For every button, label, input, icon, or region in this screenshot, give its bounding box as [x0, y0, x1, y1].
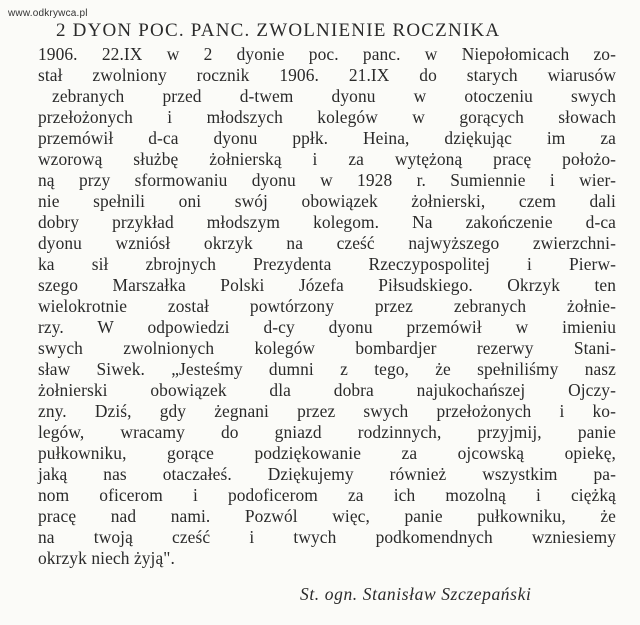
text-line: stał zwolniony rocznik 1906. 21.IX do starych wiarusów — [38, 65, 616, 85]
text-line: okrzyk niech żyją". — [38, 548, 175, 568]
text-line: szego Marszałka Polski Józefa Piłsudskiego. Okrzyk ten — [38, 275, 616, 295]
text-line: przełożonych i młodszych kolegów w gorących słowach — [38, 107, 616, 127]
text-line: pracę nad nami. Pozwól więc, panie pułkowniku, że — [38, 506, 616, 526]
text-line: na twoją cześć i twych podkomendnych wzniesiemy — [38, 527, 616, 547]
text-line: zny. Dziś, gdy żegnani przez swych przełożonych i ko- — [38, 401, 616, 421]
text-line: żołnierski obowiązek dla dobra najukochańszej Ojczy- — [38, 380, 616, 400]
watermark: www.odkrywca.pl — [8, 8, 88, 19]
text-line: nie spełnili oni swój obowiązek żołnierski, czem dali — [38, 191, 616, 211]
text-line: przemówił d-ca dyonu ppłk. Heina, dziękując im za — [38, 128, 616, 148]
text-line: wielokrotnie został powtórzony przez zebranych żołnie- — [38, 296, 616, 316]
text-line: wzorową służbę żołnierską i za wytężoną pracę położo- — [38, 149, 616, 169]
text-line: swych zwolnionych kolegów bombardjer rezerwy Stani- — [38, 338, 616, 358]
article-heading: 2 DYON POC. PANC. ZWOLNIENIE ROCZNIKA — [56, 20, 501, 41]
text-line: pułkowniku, gorące podziękowanie za ojcowską opiekę, — [38, 443, 616, 463]
text-line: nom oficerom i podoficerom za ich mozolną i ciężką — [38, 485, 616, 505]
text-line: zebranych przed d-twem dyonu w otoczeniu swych — [52, 86, 616, 106]
text-line: ka sił zbrojnych Prezydenta Rzeczypospolitej i Pierw- — [38, 254, 616, 274]
text-line: legów, wracamy do gniazd rodzinnych, przyjmij, panie — [38, 422, 616, 442]
text-line: ną przy sformowaniu dyonu w 1928 r. Sumiennie i wier- — [38, 170, 616, 190]
text-line: rzy. W odpowiedzi d-cy dyonu przemówił w imieniu — [38, 317, 616, 337]
text-line: sław Siwek. „Jesteśmy dumni z tego, że spełniliśmy nasz — [38, 359, 616, 379]
text-line: 1906. 22.IX w 2 dyonie poc. panc. w Niepołomicach zo- — [38, 44, 616, 64]
signature: St. ogn. Stanisław Szczepański — [300, 584, 532, 604]
text-line: dyonu wzniósł okrzyk na cześć najwyższego zwierzchni- — [38, 233, 616, 253]
text-line: dobry przykład młodszym kolegom. Na zakończenie d-ca — [38, 212, 616, 232]
text-line: jaką nas otaczałeś. Dziękujemy również wszystkim pa- — [38, 464, 616, 484]
